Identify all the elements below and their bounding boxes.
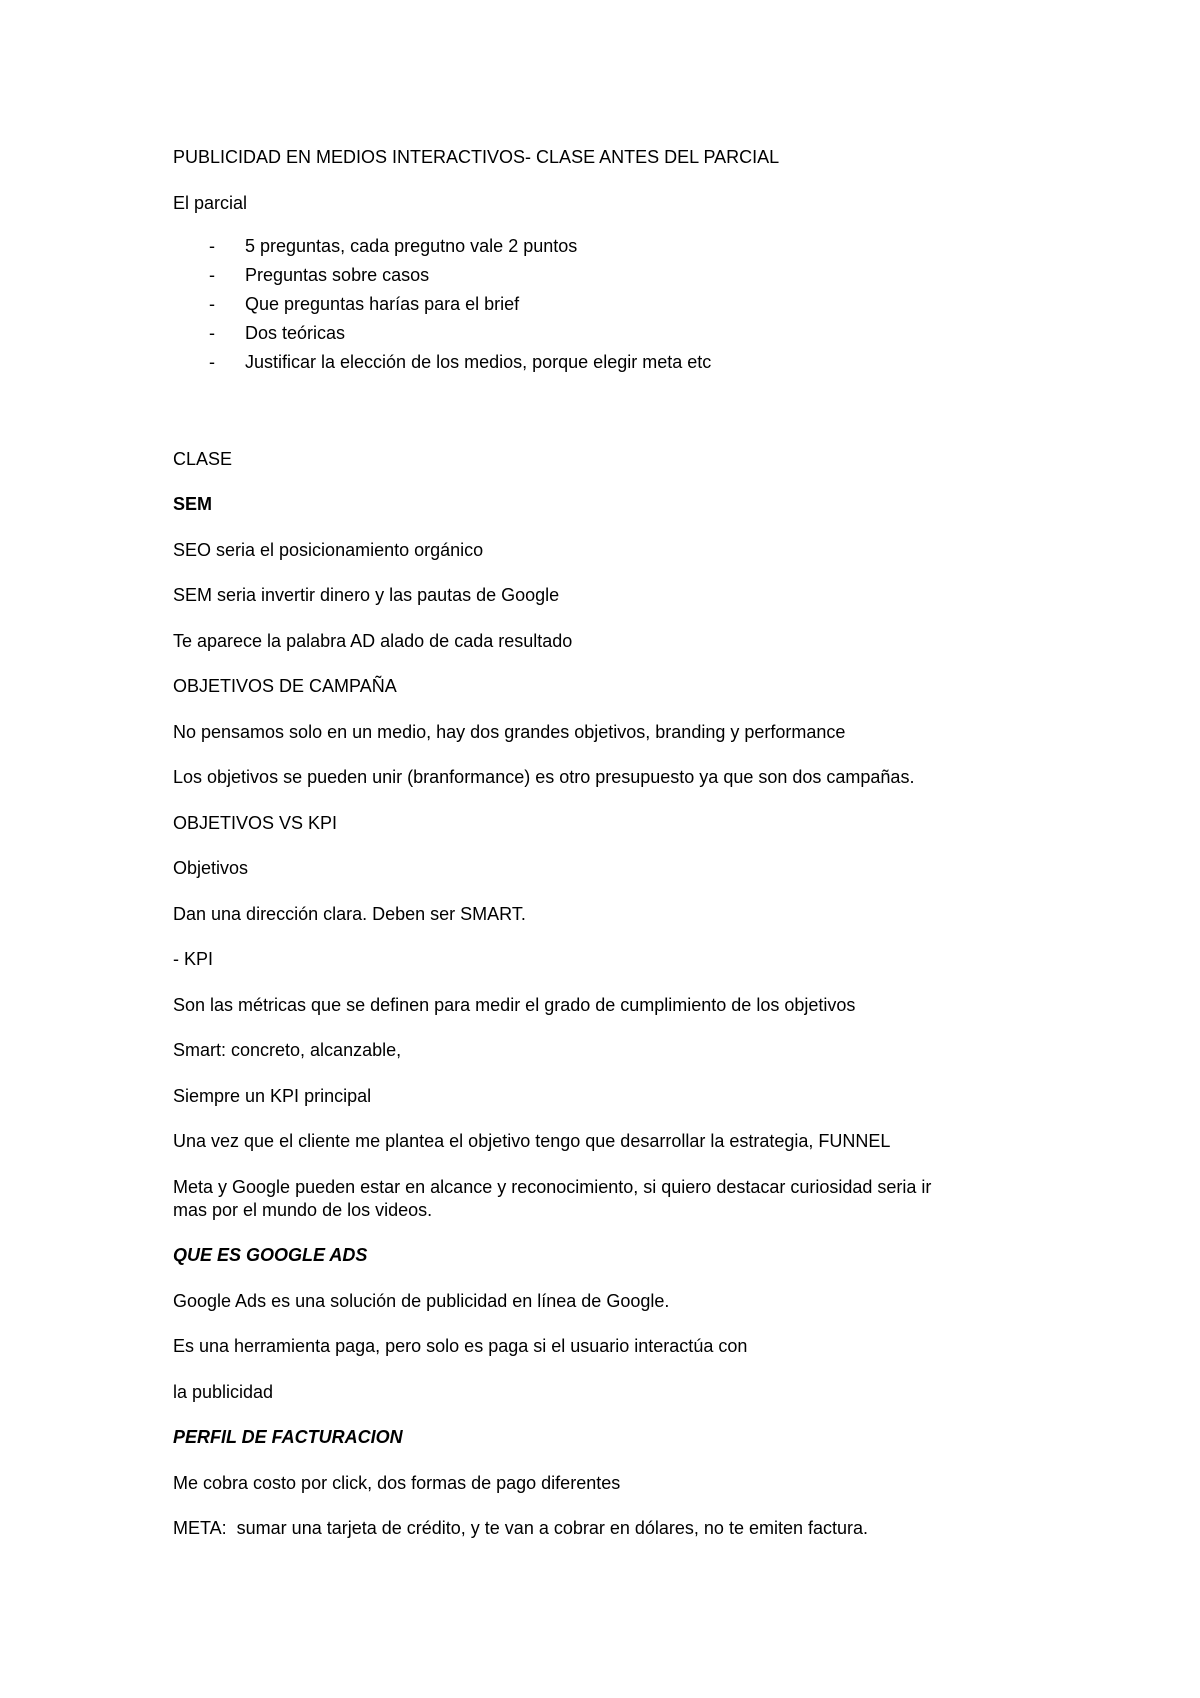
paragraph-no-pensamos: No pensamos solo en un medio, hay dos grandes objetivos, branding y performance bbox=[173, 721, 846, 742]
paragraph-smart: Smart: concreto, alcanzable, bbox=[173, 1040, 402, 1060]
google-ads-heading: QUE ES GOOGLE ADS bbox=[173, 1245, 368, 1265]
intro-text: El parcial bbox=[173, 192, 248, 213]
list-item: - Que preguntas harías para el brief bbox=[209, 293, 520, 314]
list-item: - Preguntas sobre casos bbox=[209, 264, 430, 285]
blank-space bbox=[173, 380, 1053, 448]
list-item: - Justificar la elección de los medios, porque elegir meta etc bbox=[209, 351, 712, 372]
paragraph-unir: Los objetivos se pueden unir (branformance) es otro presupuesto ya que son dos campañas. bbox=[173, 767, 915, 787]
list-item: - 5 preguntas, cada pregutno vale 2 puntos bbox=[209, 235, 578, 256]
paragraph-kpi-principal: Siempre un KPI principal bbox=[173, 1085, 372, 1106]
paragraph-google-ads: Google Ads es una solución de publicidad en línea de Google. bbox=[173, 1290, 670, 1311]
objetivos-campana-heading: OBJETIVOS DE CAMPAÑA bbox=[173, 676, 397, 696]
document-title: PUBLICIDAD EN MEDIOS INTERACTIVOS- CLASE ANTES DEL PARCIAL bbox=[173, 147, 780, 167]
list-item: - Dos teóricas bbox=[209, 322, 346, 343]
bullet-dash: - bbox=[209, 235, 215, 256]
perfil-facturacion-heading: PERFIL DE FACTURACION bbox=[173, 1427, 403, 1447]
bullet-dash: - bbox=[209, 264, 215, 285]
sem-heading: SEM bbox=[173, 494, 213, 514]
paragraph-herramienta: Es una herramienta paga, pero solo es paga si el usuario interactúa con bbox=[173, 1336, 748, 1356]
objetivos-label: Objetivos bbox=[173, 858, 249, 878]
paragraph-funnel: Una vez que el cliente me plantea el objetivo tengo que desarrollar la estrategia, FUNNEL bbox=[173, 1131, 891, 1151]
paragraph-metricas: Son las métricas que se definen para medir el grado de cumplimiento de los objetivos bbox=[173, 994, 856, 1015]
bullet-dash: - bbox=[209, 322, 215, 343]
paragraph-meta-google-line2: mas por el mundo de los videos. bbox=[173, 1199, 433, 1220]
objetivos-vs-kpi-heading: OBJETIVOS VS KPI bbox=[173, 812, 338, 833]
exam-bullet-list bbox=[173, 235, 1053, 380]
paragraph-publicidad: la publicidad bbox=[173, 1381, 274, 1402]
clase-heading: CLASE bbox=[173, 448, 233, 469]
paragraph-sem: SEM seria invertir dinero y las pautas de Google bbox=[173, 585, 560, 605]
paragraph-seo: SEO seria el posicionamiento orgánico bbox=[173, 539, 484, 560]
kpi-label: - KPI bbox=[173, 949, 214, 969]
paragraph-ad: Te aparece la palabra AD alado de cada resultado bbox=[173, 630, 573, 651]
bullet-dash: - bbox=[209, 351, 215, 372]
paragraph-direccion: Dan una dirección clara. Deben ser SMART. bbox=[173, 903, 526, 924]
document-body bbox=[173, 146, 1053, 1563]
paragraph-meta-tarjeta: META: sumar una tarjeta de crédito, y te van a cobrar en dólares, no te emiten factura. bbox=[173, 1518, 869, 1538]
paragraph-meta-google-line1: Meta y Google pueden estar en alcance y reconocimiento, si quiero destacar curiosidad seria ir bbox=[173, 1176, 932, 1197]
paragraph-costo: Me cobra costo por click, dos formas de pago diferentes bbox=[173, 1472, 621, 1493]
bullet-dash: - bbox=[209, 293, 215, 314]
